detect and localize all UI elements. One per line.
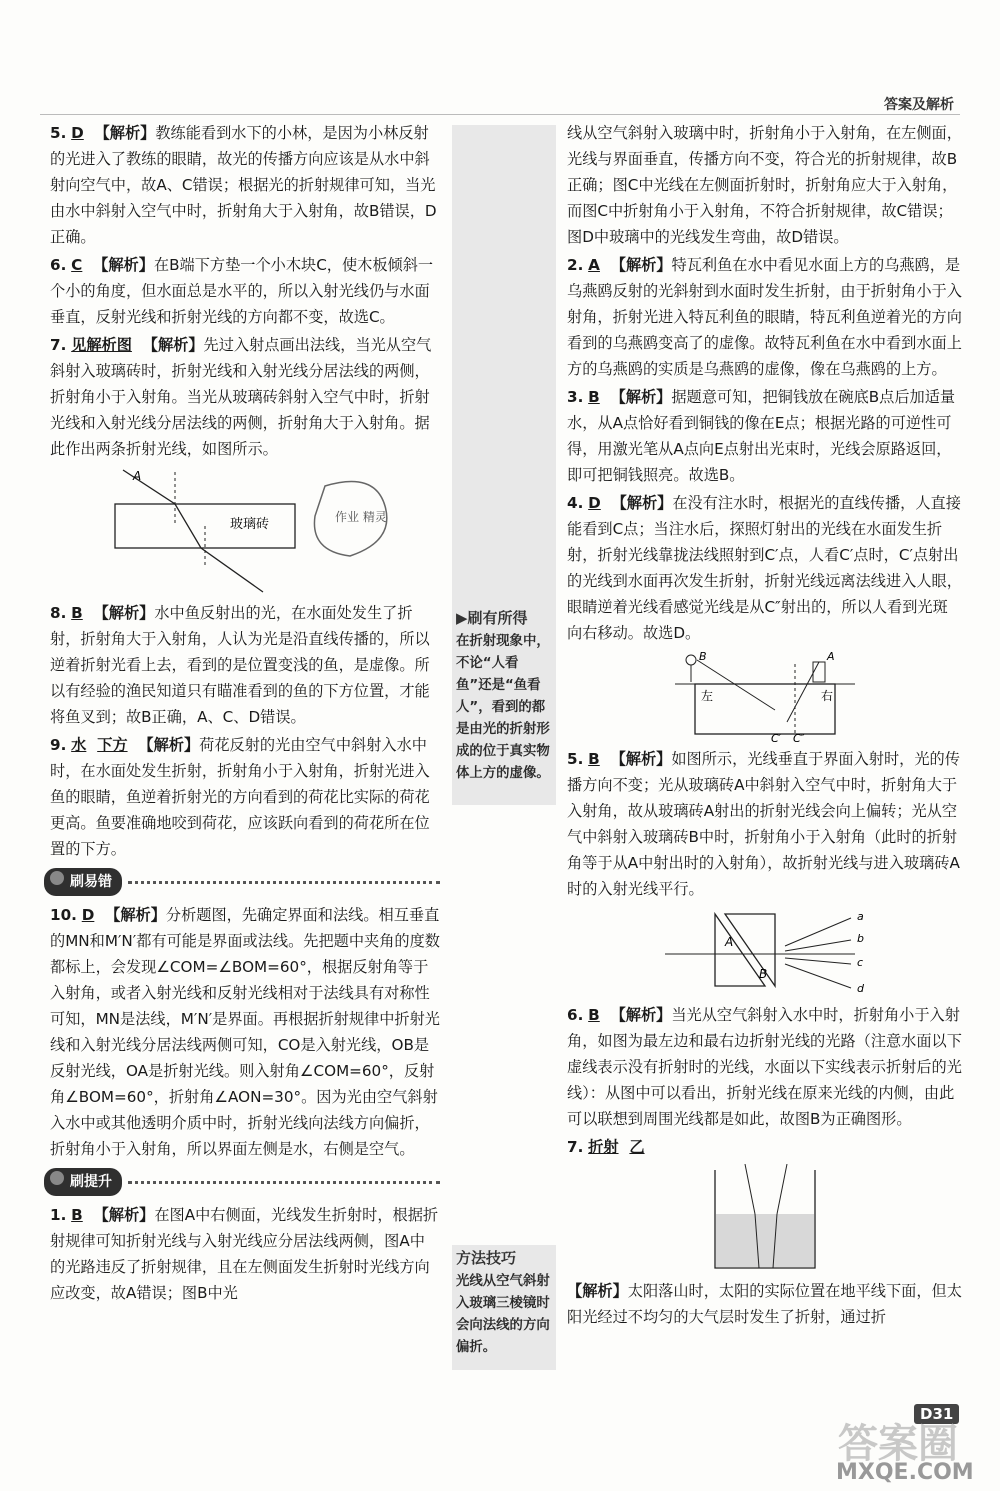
item-answer: A [588,256,600,274]
label-prism-b: B [758,967,767,981]
prism-a [715,914,765,986]
answer-item-8 [50,600,440,730]
prism-diagram [655,906,875,998]
header-rule [40,114,960,115]
stamp-text: 作业 精灵 [335,510,387,524]
item-number: 6. [567,1006,584,1024]
item-answer-1: 水 [71,736,87,754]
analysis-text: 如图所示，光线垂直于界面入射时，光的传播方向不变；光从玻璃砖A中斜射入空气中时，折射角大于入射角，故从玻璃砖A射出的折射光线会向上偏转；光从空气中斜射入玻璃砖B中时，折射角小于入射角（此时的折射角等于从A中射出时的入射角），故折射光线与进入玻璃砖A时的入射光线平行。 [567,750,960,898]
analysis-tag: 【解析】 [610,388,672,406]
item-number: 2. [567,256,584,274]
right-ray-air [777,1164,787,1214]
section-banner-improve [44,1168,440,1196]
watermark-url: MXQE.COM [836,1460,974,1485]
page-header: 答案及解析 [884,97,954,113]
item-number: 1. [50,1206,67,1224]
analysis-tag: 【解析】 [93,256,154,274]
item-number: 9. [50,736,67,754]
label-b: B [698,650,707,663]
label-left: 左 [700,689,713,703]
person-icon [686,655,696,665]
stamp-logo [314,482,386,557]
item-answer: 见解析图 [71,336,132,354]
light-ray [787,662,819,722]
item-number: 5. [50,124,67,142]
analysis-text: 教练能看到水下的小林，是因为小林反射的光进入了教练的眼睛，故光的传播方向应该是从水中斜射向空气中，故A、C错误；根据光的折射规律可知，当光由水中斜射入空气中时，折射角大于入射角，故B错误，D正确。 [50,124,437,246]
analysis-tag: 【解析】 [93,1206,155,1224]
answer-item-7 [50,332,440,462]
dotted-divider [128,1181,440,1184]
label-a: a [856,910,864,923]
item-number: 10. [50,906,77,924]
item-answer-2: 乙 [629,1138,645,1156]
analysis-text: 在图A中右侧面，光线发生折射时，根据折射规律可知折射光线与入射光线应分居法线两侧，图A中的光路违反了折射规律，且在左侧面发生折射时光线方向应改变，故A错误；图B中光 [50,1206,439,1302]
label-right: 右 [820,689,833,703]
analysis-tag: 【解析】 [567,1282,628,1300]
label-a: A [826,650,835,663]
analysis-tag: 【解析】 [611,494,673,512]
searchlight-diagram [675,650,855,742]
section-title: 刷提升 [70,1174,112,1190]
item-answer: D [71,124,84,142]
glass-brick-diagram [95,466,395,596]
answer-item-7r [567,1134,962,1160]
item-number: 6. [50,256,67,274]
item-number: 7. [50,336,67,354]
page-number: D31 [914,1404,959,1424]
analysis-tag: 【解析】 [138,736,200,754]
prism-b [725,914,775,986]
section-pill [44,868,122,896]
item-answer: B [588,1006,600,1024]
item-number: 4. [567,494,584,512]
searchlight-icon [813,662,825,682]
item-answer-2: 下方 [97,736,128,754]
watermark-logo: 答案圈 [838,1421,958,1467]
item-answer: B [71,604,83,622]
label-d: d [856,982,864,995]
analysis-tag: 【解析】 [610,1006,672,1024]
dotted-divider [128,881,440,884]
sidebar-note-1 [452,125,556,805]
answer-item-10 [50,902,440,1162]
left-column [50,120,440,1308]
label-c-prime: C′ [770,732,781,742]
section-banner-mistakes [44,868,440,896]
label-a: A [133,469,142,483]
section-title: 刷易错 [70,874,112,890]
analysis-text: 在没有注水时，根据光的直线传播，人直接能看到C点；当注水后，探照灯射出的光线在水面发生折射，折射光线靠拢法线照射到C′点，人看C′点时，C′点射出的光线到水面再次发生折射，折射光线远离法线进入人眼，眼睛逆着光线看感觉光线是从C″射出的，所以人看到光斑向右移动。故选D。 [567,494,962,642]
analysis-text: 先过入射点画出法线，当光从空气斜射入玻璃砖时，折射光线和入射光线分居法线的两侧，折射角小于入射角。当光从玻璃砖斜射入空气中时，折射光线和入射光线分居法线的两侧，折射角大于入射角。据此作出两条折射光线，如图所示。 [50,336,432,458]
left-ray-air [745,1164,755,1214]
analysis-text: 太阳落山时，太阳的实际位置在地平线下面，但太阳光经过不均匀的大气层时发生了折射，通过折 [567,1282,962,1326]
analysis-text: 特瓦利鱼在水中看见水面上方的乌燕鸥，是乌燕鸥反射的光斜射到水面时发生折射，由于折射角小于入射角，折射光进入特瓦利鱼的眼睛，特瓦利鱼逆着光的方向看到的乌燕鸥变高了的虚像。故特瓦利鱼在水中看到水面上方的乌燕鸥的实质是乌燕鸥的虚像，像在乌燕鸥的上方。 [567,256,962,378]
section-pill [44,1168,122,1196]
water-fill [716,1214,814,1267]
water-cup-diagram [705,1164,825,1274]
analysis-text: 荷花反射的光由空气中斜射入水中时，在水面处发生折射，折射角小于入射角，折射光进入鱼的眼睛，鱼逆着折射光的方向看到的荷花比实际的荷花更高。鱼要准确地咬到荷花，应该跃向看到的荷花所在位置的下方。 [50,736,430,858]
ray-d [785,964,851,988]
analysis-tag: 【解析】 [93,604,155,622]
answer-item-6r [567,1002,962,1132]
item-answer: D [81,906,95,924]
item-number: 3. [567,388,584,406]
answer-item-6 [50,252,440,330]
label-c-double-prime: C″ [792,732,805,742]
analysis-tag: 【解析】 [142,336,204,354]
item-answer: B [588,750,600,768]
analysis-tag: 【解析】 [105,906,166,924]
item-answer: B [588,388,600,406]
note-text: 在折射现象中，不论“人看鱼”还是“鱼看人”，看到的都是由光的折射形成的位于真实物体上方的虚像。 [456,634,550,781]
answer-item-2 [567,252,962,382]
answer-item-7r-analysis [567,1278,962,1330]
answer-item-5r [567,746,962,902]
analysis-text: 分析题图，先确定界面和法线。相互垂直的MN和M′N′都有可能是界面或法线。先把题中夹角的度数都标上，会发现∠COM=∠BOM=60°，根据反射角等于入射角，或者入射光线和反射光线相对于法线具有对称性可知，MN是法线，M′N′是界面。再根据折射规律中折射光线和入射光线分居法线两侧可知，CO是入射光线，OB是反射光线，OA是折射光线。则入射角∠COM=60°，反射角∠BOM=60°，折射角∠AON=30°。因为光由空气斜射入水中或其他透明介质中时，折射光线向法线方向偏折，折射角小于入射角，所以界面左侧是水，右侧是空气。 [50,906,440,1158]
item-answer: B [71,1206,83,1224]
label-glass: 玻璃砖 [230,517,270,532]
item-answer: C [71,256,83,274]
pencil-icon [50,1171,64,1185]
ray-c [785,958,851,964]
answer-item-1 [50,1202,440,1306]
note-heading: ▶刷有所得 [456,609,528,627]
right-column [567,120,962,1332]
answer-item-9 [50,732,440,862]
continued-text: 线从空气斜射入玻璃中时，折射角小于入射角，在左侧面，光线与界面垂直，传播方向不变，符合光的折射规律，故B正确；图C中光线在左侧面折射时，折射角应大于入射角，而图C中折射角小于入射角，不符合折射规律，故C错误；图D中玻璃中的光线发生弯曲，故D错误。 [567,124,962,246]
analysis-text: 水中鱼反射出的光，在水面处发生了折射，折射角大于入射角，人认为光是沿直线传播的，所以逆着折射光看上去，看到的是位置变浅的鱼，是虚像。所以有经验的渔民知道只有瞄准看到的鱼的下方位置，才能将鱼叉到；故B正确，A、C、D错误。 [50,604,430,726]
sidebar-note-2 [452,1245,556,1370]
pool-outline [695,684,835,734]
analysis-tag: 【解析】 [610,750,672,768]
label-prism-a: A [724,935,733,949]
analysis-text: 当光从空气斜射入水中时，折射角小于入射角，如图为最左边和最右边折射光线的光路（注意水面以下虚线表示没有折射时的光线，水面以下实线表示折射后的光线）：从图中可以看出，折射光线在原来光线的内侧，由此可以联想到周围光线都是如此，故图B为正确图形。 [567,1006,962,1128]
label-b: b [856,932,864,945]
analysis-text: 在B端下方垫一个小木块C，使木板倾斜一个小的角度，但水面总是水平的，所以入射光线仍与水面垂直，反射光线和折射光线的方向都不变，故选C。 [50,256,434,326]
item-answer: D [588,494,601,512]
answer-item-4 [567,490,962,646]
item-answer-1: 折射 [588,1138,619,1156]
answer-item-3 [567,384,962,488]
note-text: 光线从空气斜射入玻璃三棱镜时会向法线的方向偏折。 [456,1274,550,1355]
answer-item-5 [50,120,440,250]
label-c: c [856,956,863,969]
item-number: 8. [50,604,67,622]
pencil-icon [50,871,64,885]
analysis-tag: 【解析】 [610,256,672,274]
analysis-text: 据题意可知，把铜钱放在碗底B点后加适量水，从A点恰好看到铜钱的像在E点；根据光路的可逆性可得，用激光笔从A点向E点射出光束时，光线会原路返回，即可把铜钱照亮。故选B。 [567,388,956,484]
item-number: 5. [567,750,584,768]
note-heading: 方法技巧 [456,1249,517,1267]
sidebar-spacer [456,127,552,607]
analysis-tag: 【解析】 [94,124,156,142]
item-number: 7. [567,1138,584,1156]
